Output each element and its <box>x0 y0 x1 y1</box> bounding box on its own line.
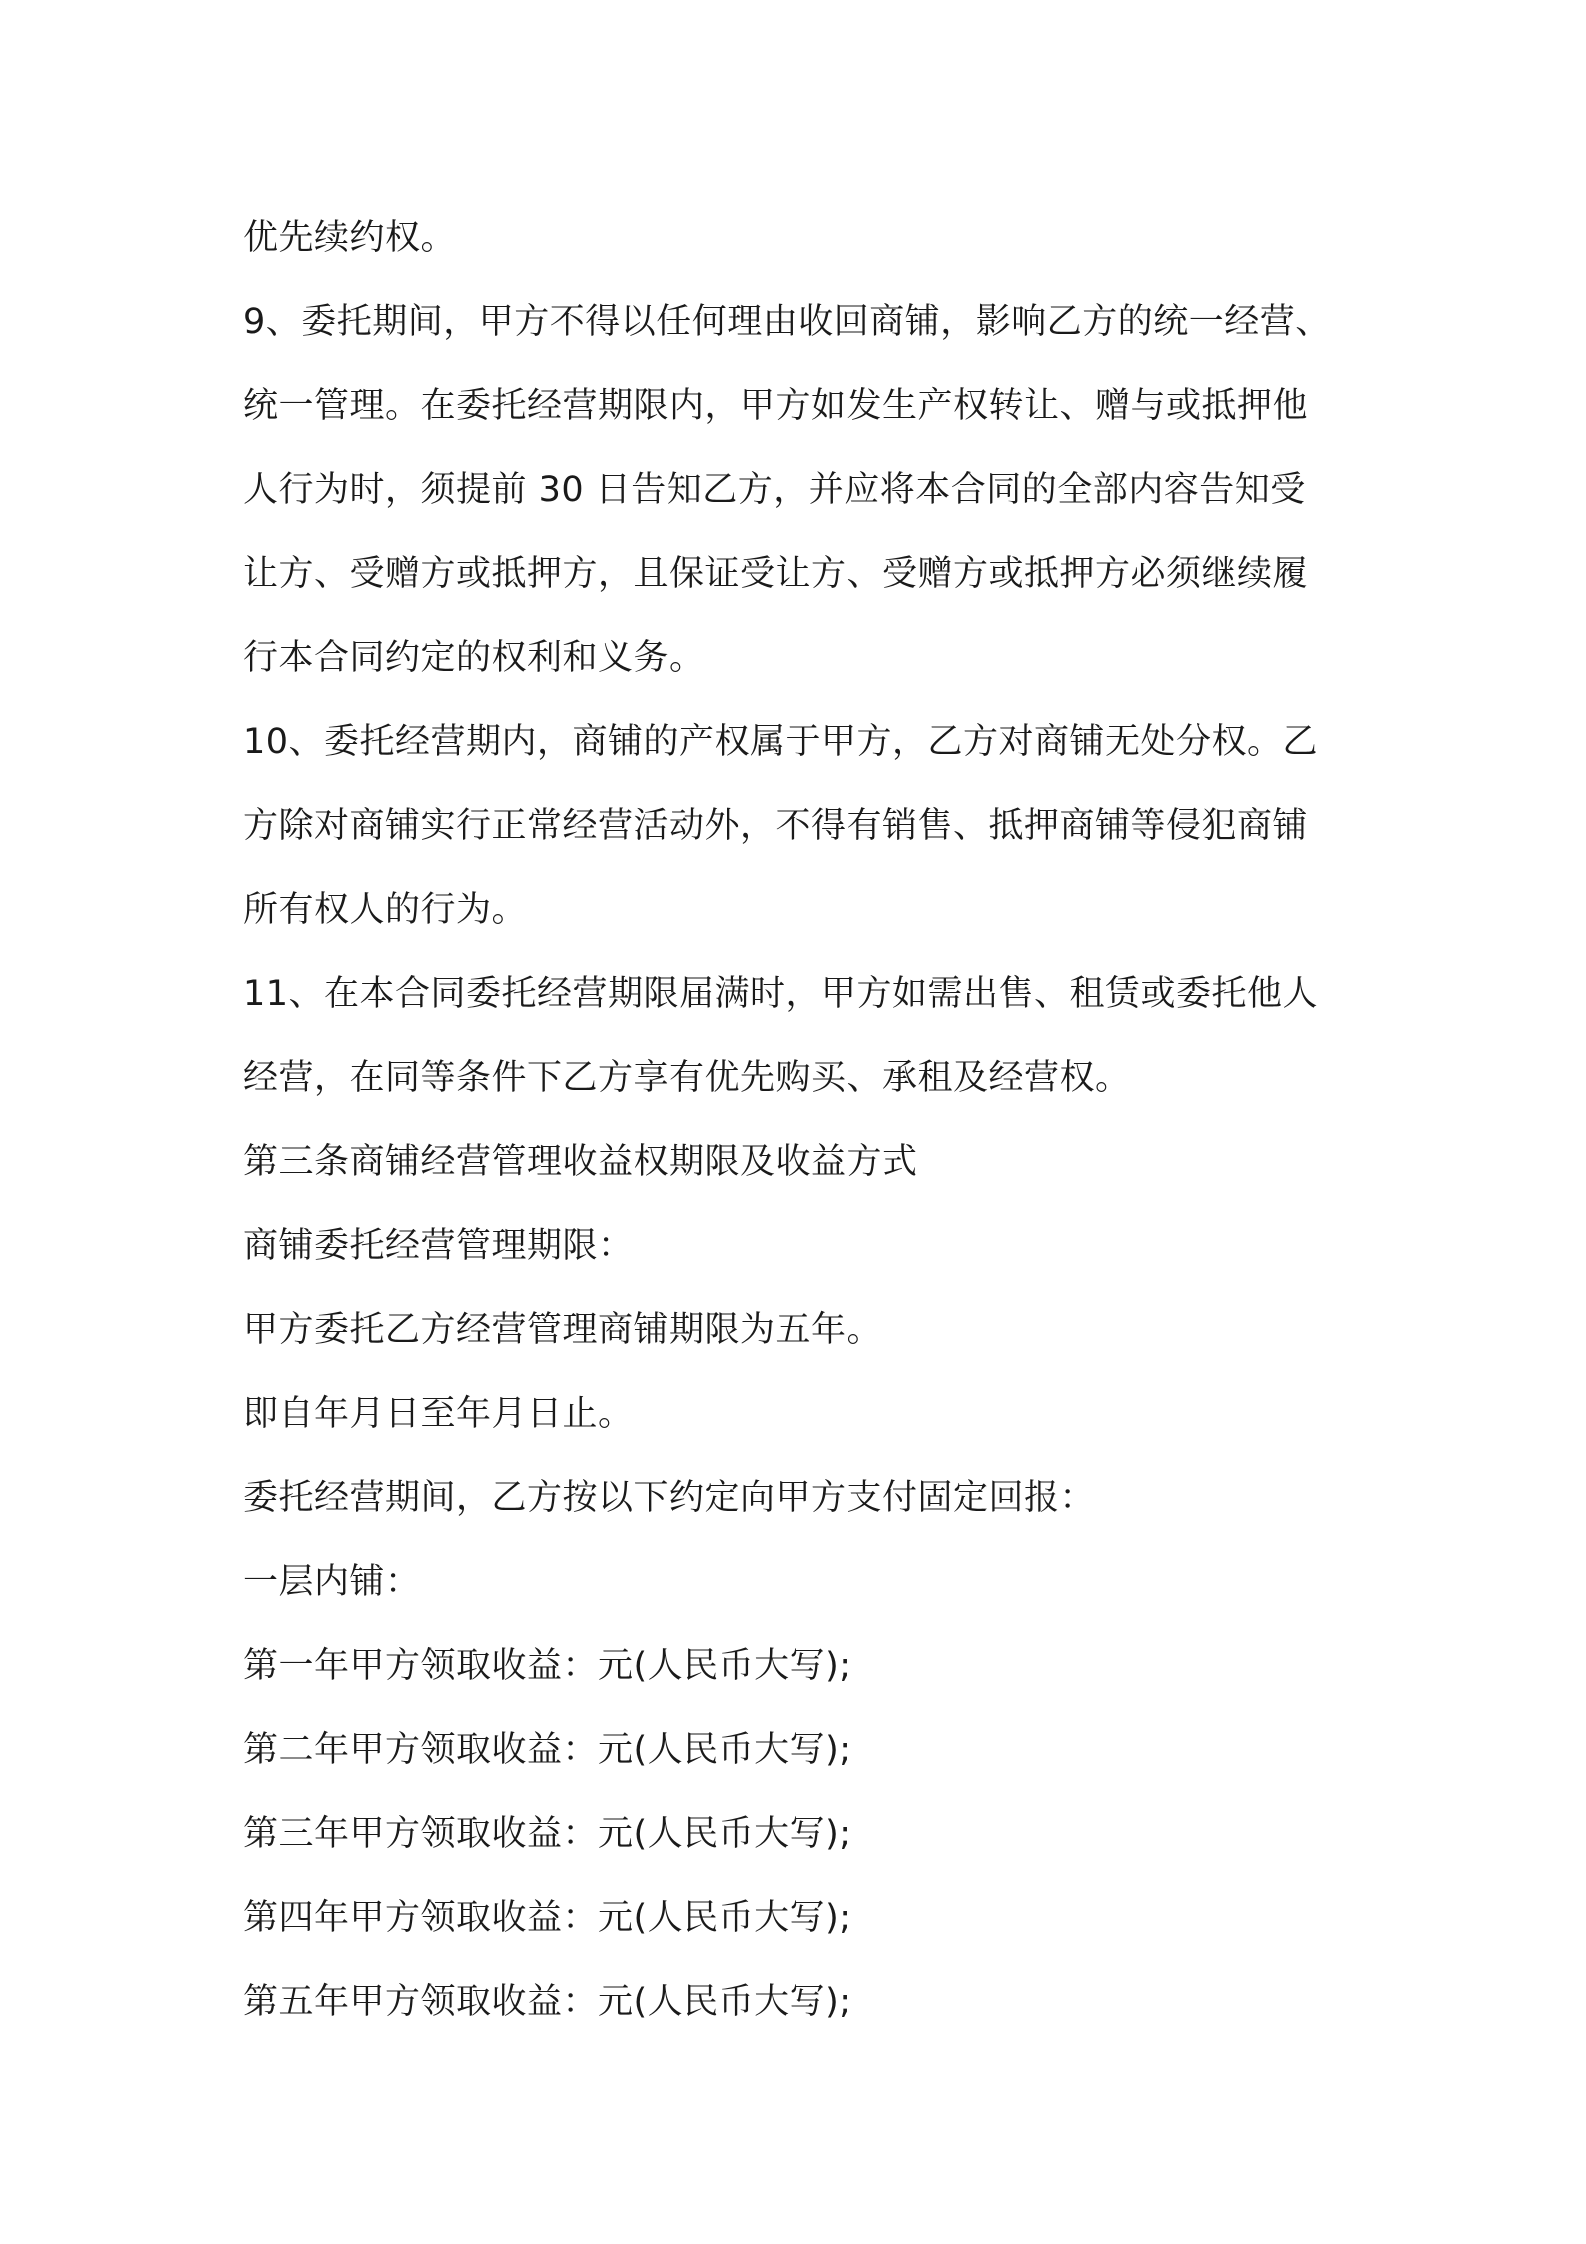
text-line: 11、在本合同委托经营期限届满时，甲方如需出售、租赁或委托他人 <box>243 974 1319 1014</box>
text-line: 一层内铺： <box>243 1562 421 1602</box>
income-line: 第四年甲方领取收益：元(人民币大写); <box>243 1898 852 1938</box>
text-line: 优先续约权。 <box>243 218 457 258</box>
text-line: 让方、受赠方或抵押方，且保证受让方、受赠方或抵押方必须继续履 <box>243 554 1309 594</box>
section-heading: 第三条商铺经营管理收益权期限及收益方式 <box>243 1142 918 1182</box>
text-line: 9、委托期间，甲方不得以任何理由收回商铺，影响乙方的统一经营、 <box>243 302 1331 342</box>
text-line: 人行为时，须提前 30 日告知乙方，并应将本合同的全部内容告知受 <box>243 470 1306 510</box>
text-line: 10、委托经营期内，商铺的产权属于甲方，乙方对商铺无处分权。乙 <box>243 722 1319 762</box>
text-line: 统一管理。在委托经营期限内，甲方如发生产权转让、赠与或抵押他 <box>243 386 1309 426</box>
text-line: 方除对商铺实行正常经营活动外，不得有销售、抵押商铺等侵犯商铺 <box>243 806 1309 846</box>
text-line: 即自年月日至年月日止。 <box>243 1394 634 1434</box>
text-line: 商铺委托经营管理期限： <box>243 1226 634 1266</box>
income-line: 第二年甲方领取收益：元(人民币大写); <box>243 1730 852 1770</box>
text-line: 委托经营期间，乙方按以下约定向甲方支付固定回报： <box>243 1478 1096 1518</box>
income-line: 第三年甲方领取收益：元(人民币大写); <box>243 1814 852 1854</box>
text-line: 甲方委托乙方经营管理商铺期限为五年。 <box>243 1310 883 1350</box>
text-line: 所有权人的行为。 <box>243 890 528 930</box>
document-body <box>243 196 1363 2044</box>
text-line: 经营，在同等条件下乙方享有优先购买、承租及经营权。 <box>243 1058 1131 1098</box>
income-line: 第五年甲方领取收益：元(人民币大写); <box>243 1982 852 2022</box>
income-line: 第一年甲方领取收益：元(人民币大写); <box>243 1646 852 1686</box>
text-line: 行本合同约定的权利和义务。 <box>243 638 705 678</box>
